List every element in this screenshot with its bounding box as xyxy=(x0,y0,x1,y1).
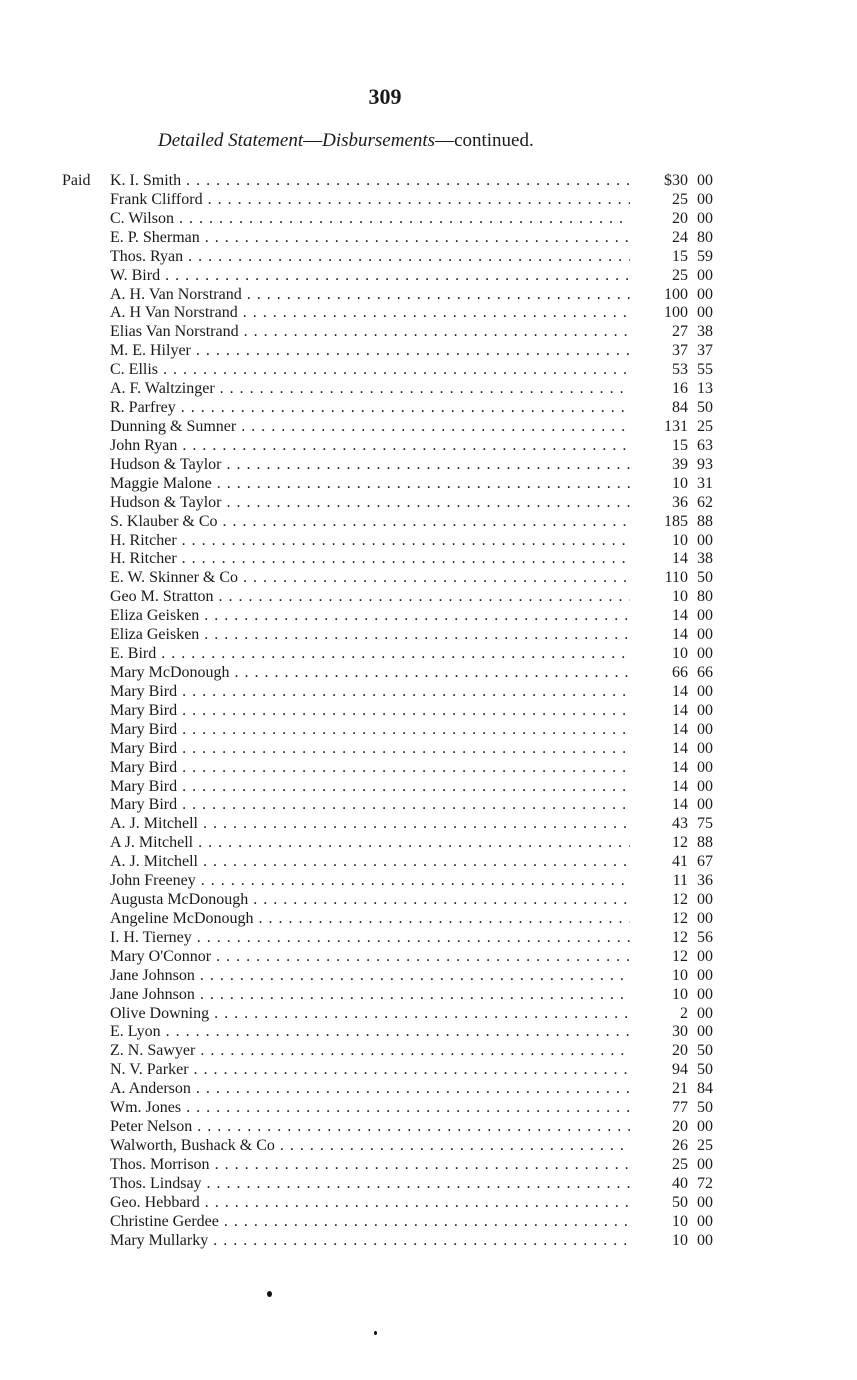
amount-cents: 50 xyxy=(697,1061,713,1079)
amount-cents: 38 xyxy=(697,323,713,341)
amount-dollars: 12 xyxy=(672,891,688,909)
payee-name xyxy=(110,1194,630,1213)
payee-name xyxy=(110,304,630,323)
payee-name xyxy=(110,513,630,532)
payee-name xyxy=(110,759,630,778)
ledger-row xyxy=(0,759,857,778)
ledger-row xyxy=(0,1156,857,1175)
payee-name xyxy=(110,645,630,664)
payee-name-text: Jane Johnson xyxy=(110,985,195,1003)
payee-name xyxy=(110,1099,630,1118)
payee-name xyxy=(110,1232,630,1251)
payee-name xyxy=(110,248,630,267)
amount-cents: 59 xyxy=(697,247,713,265)
payee-name xyxy=(110,853,630,872)
amount-dollars: 12 xyxy=(672,909,688,927)
ledger-row xyxy=(0,910,857,929)
payee-name xyxy=(110,550,630,569)
amount-dollars: 14 xyxy=(672,682,688,700)
payee-name-text: Angeline McDonough xyxy=(110,909,254,927)
amount-dollars: 14 xyxy=(672,739,688,757)
payee-name-text: Augusta McDonough xyxy=(110,891,249,909)
amount-cents: 00 xyxy=(697,985,713,1003)
payee-name-text: Mary Bird xyxy=(110,758,178,776)
amount-dollars: 14 xyxy=(672,550,688,568)
ledger-row xyxy=(0,1005,857,1024)
amount-dollars: 14 xyxy=(672,758,688,776)
amount-dollars: 27 xyxy=(672,323,688,341)
amount-cents: 75 xyxy=(697,815,713,833)
heading-continued: —continued. xyxy=(435,130,534,151)
payee-name xyxy=(110,267,630,286)
payee-name xyxy=(110,683,630,702)
payee-name xyxy=(110,740,630,759)
amount-cents: 00 xyxy=(697,701,713,719)
amount-cents: 00 xyxy=(697,1231,713,1249)
ledger-row xyxy=(0,513,857,532)
amount-dollars: 94 xyxy=(672,1061,688,1079)
amount-dollars: 10 xyxy=(672,474,688,492)
amount-dollars: 131 xyxy=(664,417,688,435)
amount-cents: 00 xyxy=(697,626,713,644)
payee-name xyxy=(110,967,630,986)
payee-name xyxy=(110,1175,630,1194)
payee-name xyxy=(110,418,630,437)
payee-name-text: A. H Van Norstrand xyxy=(110,304,238,322)
payee-name-text: A. F. Waltzinger xyxy=(110,380,215,398)
amount-cents: 00 xyxy=(697,1004,713,1022)
ledger-row xyxy=(0,702,857,721)
ledger-row xyxy=(0,645,857,664)
ledger-row xyxy=(0,588,857,607)
ledger-row xyxy=(0,323,857,342)
payee-name xyxy=(110,532,630,551)
amount-dollars: 12 xyxy=(672,947,688,965)
disbursement-ledger xyxy=(0,172,857,1251)
payee-name-text: Christine Gerdee xyxy=(110,1212,219,1230)
amount-cents: 00 xyxy=(697,172,713,189)
payee-name-text: E. W. Skinner & Co xyxy=(110,569,239,587)
payee-name-text: Mary O'Connor xyxy=(110,947,212,965)
payee-name-text: Maggie Malone xyxy=(110,474,212,492)
payee-name-text: A J. Mitchell xyxy=(110,834,194,852)
section-heading xyxy=(158,130,534,152)
amount-cents: 50 xyxy=(697,1042,713,1060)
payee-name-text: C. Ellis xyxy=(110,361,159,379)
payee-name-text: Mary Bird xyxy=(110,720,178,738)
amount-dollars: 11 xyxy=(672,872,688,890)
payee-name xyxy=(110,1156,630,1175)
amount-cents: 00 xyxy=(697,1155,713,1173)
payee-name xyxy=(110,342,630,361)
payee-name-text: Z. N. Sawyer xyxy=(110,1042,196,1060)
amount-dollars: 185 xyxy=(664,512,688,530)
amount-dollars: 66 xyxy=(672,663,688,681)
payee-name-text: Mary Bird xyxy=(110,777,178,795)
amount-dollars: 30 xyxy=(672,1023,688,1041)
amount-dollars: 10 xyxy=(672,1212,688,1230)
amount-cents: 66 xyxy=(697,663,713,681)
ledger-row xyxy=(0,853,857,872)
payee-name-text: Hudson & Taylor xyxy=(110,493,222,511)
payee-name-text: Wm. Jones xyxy=(110,1099,182,1117)
amount-dollars: 10 xyxy=(672,966,688,984)
amount-dollars: 10 xyxy=(672,531,688,549)
payee-name xyxy=(110,948,630,967)
amount-cents: 00 xyxy=(697,190,713,208)
ledger-row xyxy=(0,1118,857,1137)
ledger-row xyxy=(0,1175,857,1194)
amount-cents: 00 xyxy=(697,607,713,625)
payee-name-text: Eliza Geisken xyxy=(110,607,200,625)
amount-dollars: 41 xyxy=(672,853,688,871)
amount-dollars: 10 xyxy=(672,645,688,663)
payee-name-text: Frank Clifford xyxy=(110,190,203,208)
payee-name-text: A. Anderson xyxy=(110,1080,191,1098)
amount-cents: 55 xyxy=(697,361,713,379)
amount-cents: 80 xyxy=(697,228,713,246)
amount-cents: 00 xyxy=(697,777,713,795)
payee-name-text: A. J. Mitchell xyxy=(110,853,198,871)
payee-name-text: I. H. Tierney xyxy=(110,928,192,946)
ledger-row xyxy=(0,834,857,853)
ledger-row xyxy=(0,1194,857,1213)
amount-dollars: 14 xyxy=(672,777,688,795)
amount-cents: 56 xyxy=(697,928,713,946)
paid-label: Paid xyxy=(62,172,91,189)
amount-cents: 00 xyxy=(697,1118,713,1136)
amount-dollars: 20 xyxy=(672,209,688,227)
amount-dollars: 43 xyxy=(672,815,688,833)
payee-name xyxy=(110,626,630,645)
amount-dollars: 37 xyxy=(672,342,688,360)
ledger-row xyxy=(0,342,857,361)
payee-name-text: C. Wilson xyxy=(110,209,174,227)
payee-name xyxy=(110,323,630,342)
amount-dollars: 25 xyxy=(672,190,688,208)
page-number: 309 xyxy=(368,84,402,109)
amount-dollars: 84 xyxy=(672,399,688,417)
payee-name-text: John Ryan xyxy=(110,436,178,454)
payee-name-text: E. Lyon xyxy=(110,1023,161,1041)
amount-cents: 00 xyxy=(697,1212,713,1230)
amount-cents: 00 xyxy=(697,796,713,814)
amount-dollars: 12 xyxy=(672,834,688,852)
amount-cents: 00 xyxy=(697,891,713,909)
payee-name-text: John Freeney xyxy=(110,872,196,890)
amount-cents: 13 xyxy=(697,380,713,398)
payee-name-text: K. I. Smith xyxy=(110,172,182,189)
amount-cents: 00 xyxy=(697,966,713,984)
ledger-row xyxy=(0,1099,857,1118)
amount-dollars: 14 xyxy=(672,796,688,814)
amount-dollars: 14 xyxy=(672,720,688,738)
amount-dollars: 36 xyxy=(672,493,688,511)
payee-name xyxy=(110,361,630,380)
amount-cents: 88 xyxy=(697,512,713,530)
payee-name-text: H. Ritcher xyxy=(110,550,177,568)
payee-name-text: Peter Nelson xyxy=(110,1118,193,1136)
amount-cents: 67 xyxy=(697,853,713,871)
amount-cents: 31 xyxy=(697,474,713,492)
payee-name xyxy=(110,588,630,607)
amount-cents: 00 xyxy=(697,739,713,757)
amount-cents: 00 xyxy=(697,266,713,284)
ledger-row xyxy=(0,1232,857,1251)
amount-cents: 25 xyxy=(697,1137,713,1155)
ledger-row xyxy=(0,229,857,248)
ledger-row xyxy=(0,304,857,323)
amount-cents: 37 xyxy=(697,342,713,360)
payee-name-text: Dunning & Sumner xyxy=(110,417,237,435)
payee-name-text: Olive Downing xyxy=(110,1004,210,1022)
ledger-row xyxy=(0,1080,857,1099)
payee-name xyxy=(110,1080,630,1099)
amount-dollars: 15 xyxy=(672,247,688,265)
ledger-row xyxy=(0,929,857,948)
ledger-row xyxy=(0,626,857,645)
amount-cents: 80 xyxy=(697,588,713,606)
heading-dash: — xyxy=(303,130,323,151)
amount-dollars: 25 xyxy=(672,1155,688,1173)
payee-name xyxy=(110,702,630,721)
amount-dollars: 16 xyxy=(672,380,688,398)
amount-dollars: 10 xyxy=(672,1231,688,1249)
amount-dollars: $30 xyxy=(664,172,688,189)
ledger-row xyxy=(0,778,857,797)
ink-speck xyxy=(267,1291,272,1297)
amount-cents: 36 xyxy=(697,872,713,890)
payee-name xyxy=(110,815,630,834)
payee-name-text: S. Klauber & Co xyxy=(110,512,218,530)
amount-cents: 00 xyxy=(697,720,713,738)
ledger-row xyxy=(0,191,857,210)
payee-name xyxy=(110,910,630,929)
payee-name-text: Jane Johnson xyxy=(110,966,195,984)
payee-name xyxy=(110,1213,630,1232)
payee-name xyxy=(110,891,630,910)
amount-cents: 00 xyxy=(697,285,713,303)
ledger-row xyxy=(0,607,857,626)
ledger-row xyxy=(0,361,857,380)
ledger-row xyxy=(0,1061,857,1080)
ledger-row xyxy=(0,872,857,891)
ledger-row xyxy=(0,286,857,305)
ledger-row xyxy=(0,380,857,399)
payee-name xyxy=(110,872,630,891)
payee-name xyxy=(110,607,630,626)
payee-name-text: Thos. Ryan xyxy=(110,247,184,265)
ledger-row xyxy=(0,456,857,475)
amount-cents: 00 xyxy=(697,304,713,322)
payee-name-text: Geo. Hebbard xyxy=(110,1193,200,1211)
payee-name xyxy=(110,721,630,740)
ledger-row xyxy=(0,550,857,569)
ledger-row xyxy=(0,475,857,494)
amount-dollars: 2 xyxy=(680,1004,688,1022)
amount-dollars: 14 xyxy=(672,626,688,644)
payee-name xyxy=(110,456,630,475)
amount-cents: 50 xyxy=(697,399,713,417)
ledger-row xyxy=(0,399,857,418)
payee-name-text: E. P. Sherman xyxy=(110,228,200,246)
ledger-row xyxy=(0,1213,857,1232)
amount-dollars: 21 xyxy=(672,1080,688,1098)
ledger-row xyxy=(0,948,857,967)
payee-name xyxy=(110,191,630,210)
ledger-row xyxy=(0,740,857,759)
payee-name xyxy=(110,1042,630,1061)
amount-cents: 63 xyxy=(697,436,713,454)
amount-dollars: 14 xyxy=(672,701,688,719)
payee-name-text: Mary Bird xyxy=(110,682,178,700)
payee-name xyxy=(110,834,630,853)
payee-name xyxy=(110,437,630,456)
amount-dollars: 24 xyxy=(672,228,688,246)
payee-name-text: W. Bird xyxy=(110,266,161,284)
ledger-row xyxy=(0,721,857,740)
amount-dollars: 40 xyxy=(672,1174,688,1192)
amount-cents: 00 xyxy=(697,947,713,965)
payee-name-text: Elias Van Norstrand xyxy=(110,323,239,341)
payee-name xyxy=(110,1023,630,1042)
amount-cents: 00 xyxy=(697,758,713,776)
ledger-row xyxy=(0,210,857,229)
payee-name-text: M. E. Hilyer xyxy=(110,342,191,360)
payee-name xyxy=(110,1061,630,1080)
payee-name xyxy=(110,286,630,305)
ledger-row xyxy=(0,683,857,702)
payee-name-text: N. V. Parker xyxy=(110,1061,189,1079)
ink-speck xyxy=(374,1331,377,1335)
payee-name-text: A. H. Van Norstrand xyxy=(110,285,242,303)
ledger-row xyxy=(0,267,857,286)
amount-dollars: 39 xyxy=(672,455,688,473)
amount-cents: 00 xyxy=(697,1193,713,1211)
ledger-row xyxy=(0,664,857,683)
ledger-row xyxy=(0,248,857,267)
amount-dollars: 25 xyxy=(672,266,688,284)
ledger-row xyxy=(0,1137,857,1156)
payee-name-text: H. Ritcher xyxy=(110,531,177,549)
payee-name xyxy=(110,494,630,513)
payee-name xyxy=(110,929,630,948)
amount-cents: 00 xyxy=(697,682,713,700)
ledger-row xyxy=(0,569,857,588)
amount-cents: 84 xyxy=(697,1080,713,1098)
ledger-row xyxy=(0,172,857,191)
payee-name xyxy=(110,796,630,815)
amount-dollars: 110 xyxy=(664,569,688,587)
amount-dollars: 14 xyxy=(672,607,688,625)
payee-name-text: Thos. Morrison xyxy=(110,1155,210,1173)
amount-dollars: 100 xyxy=(664,285,688,303)
payee-name-text: Mary McDonough xyxy=(110,663,230,681)
amount-cents: 88 xyxy=(697,834,713,852)
payee-name xyxy=(110,1118,630,1137)
payee-name xyxy=(110,1137,630,1156)
amount-cents: 25 xyxy=(697,417,713,435)
payee-name-text: Geo M. Stratton xyxy=(110,588,214,606)
amount-dollars: 15 xyxy=(672,436,688,454)
ledger-row xyxy=(0,1023,857,1042)
payee-name-text: Mary Bird xyxy=(110,701,178,719)
amount-cents: 00 xyxy=(697,645,713,663)
payee-name-text: E. Bird xyxy=(110,645,157,663)
amount-cents: 62 xyxy=(697,493,713,511)
amount-cents: 50 xyxy=(697,569,713,587)
payee-name-text: Walworth, Bushack & Co xyxy=(110,1137,275,1155)
ledger-row xyxy=(0,418,857,437)
payee-name xyxy=(110,664,630,683)
payee-name-text: Mary Bird xyxy=(110,796,178,814)
payee-name xyxy=(110,399,630,418)
ledger-row xyxy=(0,986,857,1005)
ledger-row xyxy=(0,967,857,986)
amount-dollars: 53 xyxy=(672,361,688,379)
ledger-row xyxy=(0,1042,857,1061)
payee-name-text: Thos. Lindsay xyxy=(110,1174,202,1192)
amount-dollars: 12 xyxy=(672,928,688,946)
ledger-row xyxy=(0,532,857,551)
payee-name xyxy=(110,210,630,229)
amount-cents: 00 xyxy=(697,209,713,227)
ledger-row xyxy=(0,815,857,834)
ledger-row xyxy=(0,796,857,815)
heading-disbursements: Disbursements xyxy=(322,130,436,151)
amount-cents: 00 xyxy=(697,531,713,549)
payee-name xyxy=(110,475,630,494)
amount-cents: 72 xyxy=(697,1174,713,1192)
amount-dollars: 20 xyxy=(672,1118,688,1136)
payee-name xyxy=(110,569,630,588)
payee-name xyxy=(110,778,630,797)
payee-name xyxy=(110,380,630,399)
payee-name-text: Mary Mullarky xyxy=(110,1231,209,1249)
ledger-row xyxy=(0,891,857,910)
payee-name xyxy=(110,1005,630,1024)
amount-cents: 93 xyxy=(697,455,713,473)
amount-dollars: 10 xyxy=(672,985,688,1003)
amount-dollars: 26 xyxy=(672,1137,688,1155)
payee-name xyxy=(110,229,630,248)
ledger-row xyxy=(0,437,857,456)
amount-cents: 38 xyxy=(697,550,713,568)
amount-dollars: 100 xyxy=(664,304,688,322)
amount-dollars: 77 xyxy=(672,1099,688,1117)
amount-cents: 00 xyxy=(697,1023,713,1041)
amount-dollars: 50 xyxy=(672,1193,688,1211)
payee-name-text: Hudson & Taylor xyxy=(110,455,222,473)
amount-dollars: 10 xyxy=(672,588,688,606)
payee-name-text: R. Parfrey xyxy=(110,399,176,417)
amount-dollars: 20 xyxy=(672,1042,688,1060)
payee-name xyxy=(110,172,630,191)
amount-cents: 50 xyxy=(697,1099,713,1117)
ledger-row xyxy=(0,494,857,513)
payee-name-text: A. J. Mitchell xyxy=(110,815,198,833)
payee-name-text: Eliza Geisken xyxy=(110,626,200,644)
amount-cents: 00 xyxy=(697,909,713,927)
payee-name xyxy=(110,986,630,1005)
payee-name-text: Mary Bird xyxy=(110,739,178,757)
heading-detailed-statement: Detailed Statement xyxy=(158,130,304,151)
